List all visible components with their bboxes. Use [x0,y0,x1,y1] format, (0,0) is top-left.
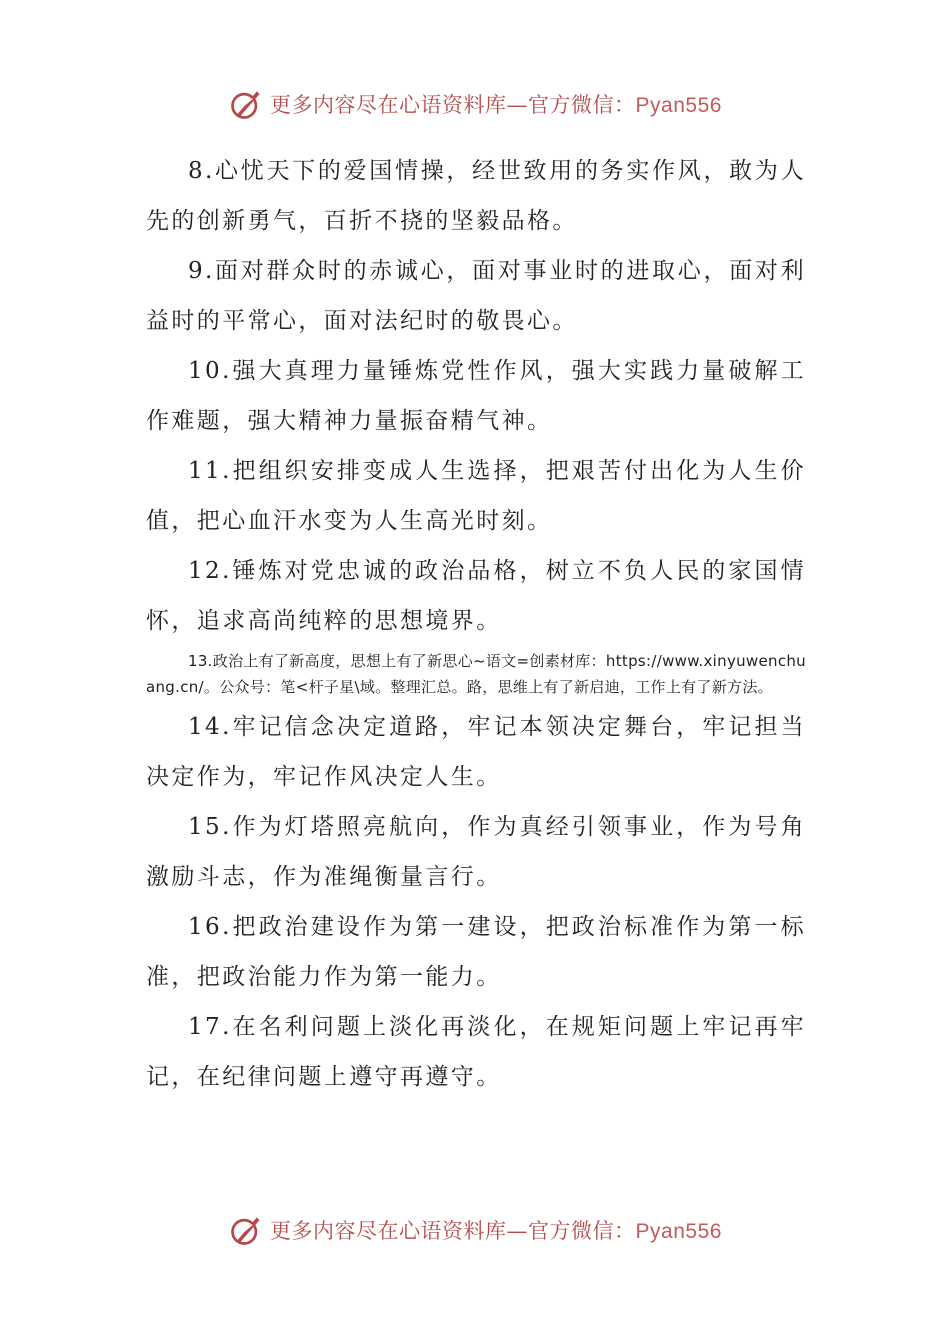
paragraph-14: 14.牢记信念决定道路，牢记本领决定舞台，牢记担当决定作为，牢记作风决定人生。 [146,714,806,790]
paragraph-16: 16.把政治建设作为第一建设，把政治标准作为第一标准，把政治能力作为第一能力。 [146,914,806,990]
header-wechat-handle: Pyan556 [635,94,722,117]
footer-promo-label: 更多内容尽在心语资料库—官方微信： [270,1219,636,1243]
paragraph-11: 11.把组织安排变成人生选择，把艰苦付出化为人生价值，把心血汗水变为人生高光时刻。 [146,458,806,534]
document-body [146,146,806,1102]
paragraph-10: 10.强大真理力量锤炼党性作风，强大实践力量破解工作难题，强大精神力量振奋精气神。 [146,358,806,434]
footer-wechat-handle: Pyan556 [635,1220,722,1243]
quill-pen-logo-icon [228,86,264,122]
footer-promo-text [270,1215,722,1245]
paragraph-9: 9.面对群众时的赤诚心，面对事业时的进取心，面对利益时的平常心，面对法纪时的敬畏心。 [146,258,806,334]
quill-pen-logo-icon [228,1212,264,1248]
paragraph-17: 17.在名利问题上淡化再淡化，在规矩问题上牢记再牢记，在纪律问题上遵守再遵守。 [146,1014,806,1090]
paragraph-15: 15.作为灯塔照亮航向，作为真经引领事业，作为号角激励斗志，作为准绳衡量言行。 [146,814,806,890]
paragraph-12: 12.锤炼对党忠诚的政治品格，树立不负人民的家国情怀，追求高尚纯粹的思想境界。 [146,558,806,634]
header-promo-text [270,89,722,119]
footer-banner [0,1210,950,1250]
paragraph-8: 8.心忧天下的爱国情操，经世致用的务实作风，敢为人先的创新勇气，百折不挠的坚毅品格。 [146,158,806,234]
paragraph-13: 13.政治上有了新高度，思想上有了新思心~语文=创素材库：https://www.xinyuwenchuang.cn/。公众号：笔<杆子星\域。整理汇总。路，思维上有了新启迪，工作上有了新方法。 [146,652,806,696]
header-banner [0,84,950,124]
header-promo-label: 更多内容尽在心语资料库—官方微信： [270,93,636,117]
